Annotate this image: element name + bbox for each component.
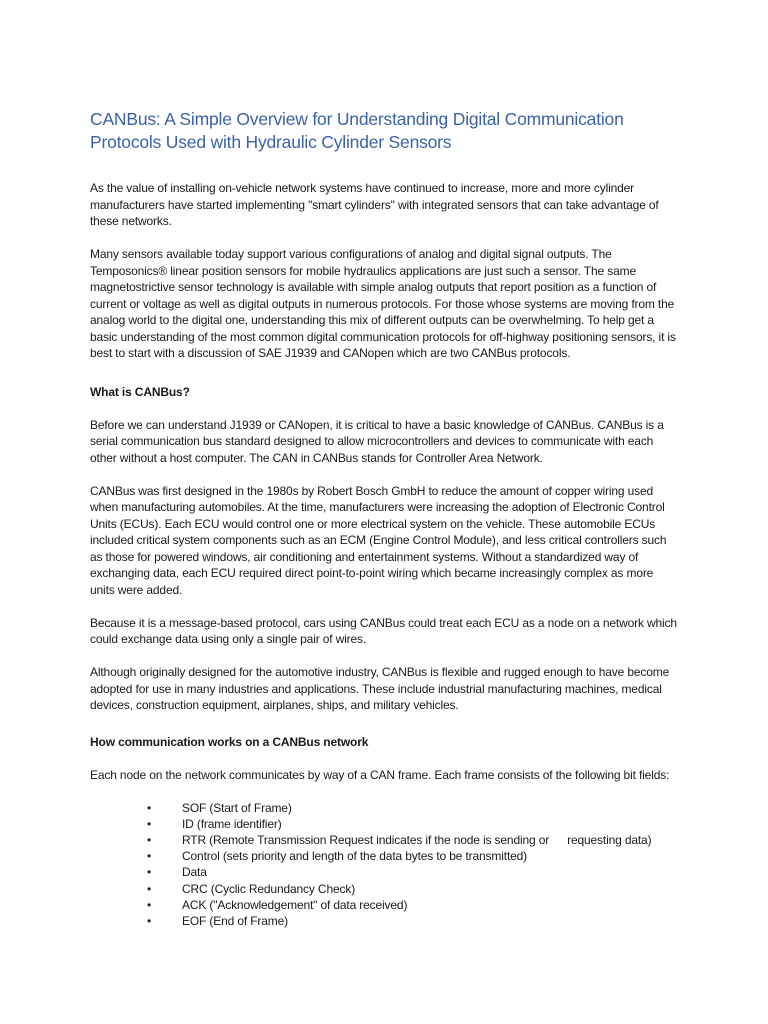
bullet-icon: • xyxy=(147,913,152,928)
bullet-icon: • xyxy=(147,897,152,912)
list-item xyxy=(90,800,680,816)
list-item-text: SOF (Start of Frame) xyxy=(182,800,292,815)
document-page xyxy=(90,108,680,929)
bullet-icon: • xyxy=(147,881,152,896)
section1-paragraph-2: CANBus was first designed in the 1980s by Robert Bosch GmbH to reduce the amount of copper wiring used when manufacturing automobiles. At the time, manufacturers were increasing the adoption of Electronic Control Units (ECUs). Each ECU would control one or more electrical system on the vehicle. These automobile ECUs included critical system components such as an ECM (Engine Control Module), and less critical controllers such as those for powered windows, air conditioning and entertainment systems. Without a standardized way of exchanging data, each ECU required direct point-to-point wiring which became increasingly complex as more units were added. xyxy=(90,483,667,597)
bullet-icon: • xyxy=(147,800,152,815)
intro-paragraph-2: Many sensors available today support various configurations of analog and digital signal outputs. The Temposonics® linear position sensors for mobile hydraulics applications are just such a sensor. The same magnetostrictive sensor technology is available with simple analog outputs that report position as a function of current or voltage as well as digital outputs in numerous protocols. For those whose systems are moving from the analog world to the digital one, understanding this mix of different outputs can be overwhelming. To help get a basic understanding of the most common digital communication protocols for off-highway positioning sensors, it is best to start with a discussion of SAE J1939 and CANopen which are two CANBus protocols. xyxy=(90,247,676,360)
section1-paragraph-4: Although originally designed for the automotive industry, CANBus is flexible and rugged enough to have become adopted for use in many industries and applications. These include industrial manufacturing machines, medical devices, construction equipment, airplanes, ships, and military vehicles. xyxy=(90,665,670,712)
bullet-icon: • xyxy=(147,832,152,847)
list-item-text: CRC (Cyclic Redundancy Check) xyxy=(182,881,356,896)
list-item xyxy=(90,881,680,897)
bullet-icon: • xyxy=(147,865,152,880)
list-item-text: RTR (Remote Transmission Request indicates if the node is sending or xyxy=(182,832,550,847)
list-item-continuation: requesting data) xyxy=(567,832,652,847)
list-item xyxy=(90,897,680,913)
list-item-text: Control (sets priority and length of the data bytes to be transmitted) xyxy=(182,849,528,864)
document-title: CANBus: A Simple Overview for Understanding Digital Communication Protocols Used with Hydraulic Cylinder Sensors xyxy=(90,109,624,152)
list-item xyxy=(90,816,680,832)
list-item-text: ID (frame identifier) xyxy=(182,816,282,831)
bit-fields-list xyxy=(90,800,680,930)
list-item-text: ACK ("Acknowledgement" of data received) xyxy=(182,897,408,912)
list-item xyxy=(90,864,680,880)
bullet-icon: • xyxy=(147,816,152,831)
list-item xyxy=(90,848,680,864)
bullet-icon: • xyxy=(147,849,152,864)
section1-paragraph-1: Before we can understand J1939 or CANopen, it is critical to have a basic knowledge of CANBus. CANBus is a serial communication bus standard designed to allow microcontrollers and devices to communicate with each other without a host computer. The CAN in CANBus stands for Controller Area Network. xyxy=(90,417,664,465)
section-heading-how-communication-works: How communication works on a CANBus network xyxy=(90,734,369,749)
list-item-text: Data xyxy=(182,865,207,880)
list-item xyxy=(90,913,680,929)
intro-paragraph-1: As the value of installing on-vehicle network systems have continued to increase, more and more cylinder manufacturers have started implementing "smart cylinders" with integrated sensors that can take advantage of these networks. xyxy=(90,181,659,228)
section2-paragraph: Each node on the network communicates by way of a CAN frame. Each frame consists of the following bit fields: xyxy=(90,767,670,782)
list-item-text: EOF (End of Frame) xyxy=(182,913,288,928)
section1-paragraph-3: Because it is a message-based protocol, cars using CANBus could treat each ECU as a node on a network which could exchange data using only a single pair of wires. xyxy=(90,615,677,646)
list-item xyxy=(90,832,680,848)
section-heading-what-is-canbus: What is CANBus? xyxy=(90,384,190,399)
